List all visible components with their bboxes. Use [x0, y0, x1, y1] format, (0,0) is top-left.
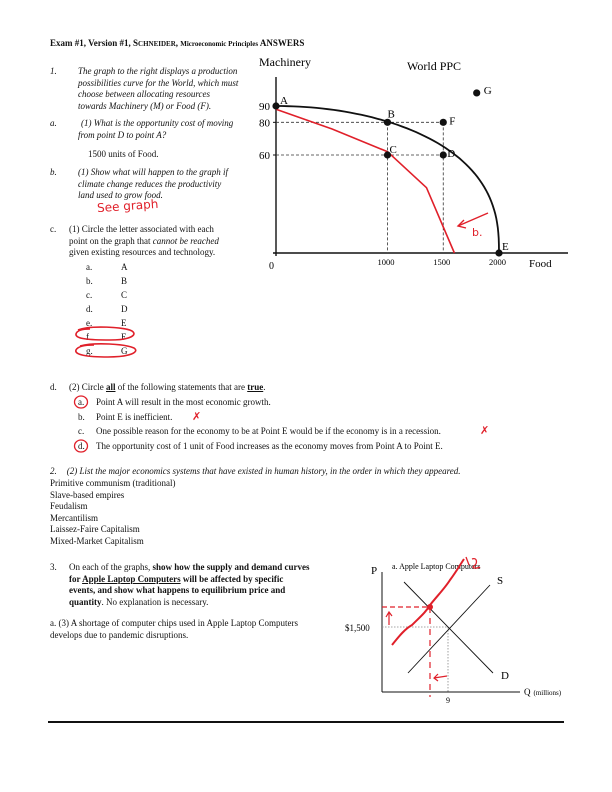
ppc-point-label-b: B [387, 108, 395, 121]
q2-number: 2. [50, 466, 57, 476]
q1-prompt-line: possibilities curve for the World, which must [78, 77, 239, 88]
q3a-line: a. (3) A shortage of computer chips used in Apple Laptop Computers [50, 618, 298, 628]
q1d-letter: d. [50, 382, 57, 392]
ppc-x-tick-2000: 2000 [489, 257, 506, 267]
statement-letter: a. [78, 397, 85, 407]
option-letter: f. [86, 332, 92, 342]
q3-product: Apple Laptop Computers [82, 573, 181, 584]
q1b-line: climate change reduces the productivity [78, 178, 222, 189]
header-course: Microeconomic Principles [180, 40, 259, 48]
demand-label: D [501, 670, 509, 682]
statement-letter: c. [78, 426, 85, 436]
statement-text: Point A will result in the most economic growth. [96, 397, 271, 407]
q3-text: . No explanation is necessary. [101, 596, 209, 607]
option-value: G [121, 346, 128, 356]
answer-item: Mercantilism [50, 512, 98, 523]
option-letter: c. [86, 290, 93, 300]
header-text: Exam #1, Version #1, S [50, 38, 139, 48]
q1d-prompt [69, 382, 265, 394]
statement-letter: d. [78, 440, 85, 451]
header-answers: ANSWERS [258, 38, 305, 48]
ppc-point-label-g: G [483, 84, 492, 97]
ppc-point-label-e: E [502, 241, 509, 253]
option-value: A [121, 262, 128, 272]
header-sep: , [175, 38, 181, 48]
price-label: $1,500 [345, 623, 370, 633]
ppc-point-label-a: A [280, 95, 288, 107]
q1d-text: (2) Circle [69, 382, 106, 392]
option-letter: b. [86, 276, 93, 286]
q1a-letter: a. [50, 118, 57, 128]
q1a-answer: 1500 units of Food. [88, 149, 159, 159]
ppc-y-tick-90: 90 [259, 101, 270, 113]
header-name: CHNEIDER [138, 40, 176, 48]
q1d-text: of the following statements that are [115, 382, 248, 392]
q3-bold: events, and show what happens to equilibrium price and [69, 585, 286, 595]
supply-label: S [497, 575, 504, 587]
q1a-prompt [78, 118, 233, 141]
circle-mark-f [76, 327, 134, 340]
handwritten-see-graph: See graph [96, 196, 159, 216]
ppc-point-g [473, 89, 480, 96]
ppc-point-f [440, 119, 447, 126]
answer-item: Feudalism [50, 501, 88, 511]
circle-mark [73, 395, 91, 410]
q3-text: On each of the graphs, [69, 562, 153, 572]
q2-prompt [50, 466, 461, 478]
q1-prompt-line: towards Machinery (M) or Food (F). [78, 100, 212, 111]
option-value: E [121, 318, 127, 328]
q1-number: 1. [50, 66, 57, 76]
q3-bold: show how the supply and demand curves [152, 562, 310, 572]
q1b-line: land used to grow food. [78, 190, 163, 200]
q1-prompt [78, 66, 278, 112]
q1d-text: . [263, 382, 266, 392]
q2-answers [50, 478, 175, 547]
ppc-axes [273, 77, 568, 256]
statement-letter: b. [78, 411, 85, 422]
bottom-divider [48, 721, 564, 723]
sd-x-axis-letter: Q [524, 687, 531, 697]
price-up-arrow-icon [386, 612, 392, 625]
option-value: F [121, 332, 127, 342]
circle-mark [73, 439, 91, 454]
answer-item: Primitive communism (traditional) [50, 478, 176, 488]
q1c-line: (1) Circle the letter associated with each [69, 224, 214, 234]
q1b-line: (1) Show what will happen to the graph if [78, 167, 228, 177]
quantity-left-arrow-icon [434, 674, 447, 681]
option-letter: e. [86, 318, 93, 328]
q1-prompt-line: The graph to the right displays a production [78, 66, 238, 76]
q1c-line: given existing resources and technology. [69, 247, 216, 257]
q1-prompt-line: choose between allocating resources [78, 89, 211, 99]
option-value: D [121, 304, 128, 314]
sd-x-axis-label [524, 687, 562, 697]
option-value: B [121, 276, 128, 286]
option-letter: g. [86, 346, 93, 356]
ppc-y-axis-label: Machinery [259, 55, 311, 69]
q1c-emphasis: cannot be reached [152, 235, 219, 246]
statement-text: The opportunity cost of 1 unit of Food increases as the economy moves from Point A to Point E. [96, 440, 443, 451]
statement-text: Point E is inefficient. [96, 411, 173, 422]
statement-text: One possible reason for the economy to be at Point E would be if the economy is in a recession. [96, 426, 441, 436]
x-mark-icon: ✗ [480, 425, 490, 437]
q1a-line: from point D to point A? [78, 129, 167, 140]
q1c-prompt [69, 224, 219, 259]
answer-item: Mixed-Market Capitalism [50, 535, 144, 546]
q3-bold: will be affected by specific [180, 573, 284, 584]
q3-prompt [69, 562, 310, 608]
q3-bold: quantity [69, 596, 102, 607]
q1c-line: point on the graph that [69, 235, 153, 246]
option-value: C [121, 290, 128, 300]
ppc-chart [250, 50, 570, 280]
q3-bold: for [69, 573, 83, 584]
handwritten-circles [70, 326, 145, 362]
ppc-point-d [440, 151, 447, 158]
q1d-all: all [105, 382, 116, 392]
answer-item: Laissez-Faire Capitalism [50, 524, 140, 534]
ppc-tick-labels [259, 101, 506, 267]
ppc-y-tick-80: 80 [259, 117, 270, 130]
sd-title: a. Apple Laptop Computers [392, 562, 481, 571]
ppc-title: World PPC [407, 59, 462, 73]
option-letter: d. [86, 304, 93, 314]
q2-text: (2) List the major economics systems that have existed in human history, in the order in which they appeared. [66, 466, 461, 476]
ppc-guides [276, 122, 443, 253]
ppc-x-tick-1500: 1500 [433, 257, 451, 267]
q1d-true: true [247, 382, 264, 392]
ppc-x-axis-label: Food [529, 258, 552, 270]
sd-chart [330, 555, 575, 715]
q3-number: 3. [50, 562, 57, 572]
ppc-y-tick-60: 60 [259, 150, 270, 162]
ppc-x-tick-1000: 1000 [377, 257, 395, 267]
shift-label: b. [472, 226, 483, 239]
ppc-point-label-d: D [447, 148, 456, 160]
ppc-point-label-c: C [389, 144, 397, 156]
ppc-shifted-curve [276, 109, 454, 253]
q1a-line: (1) What is the opportunity cost of moving [81, 118, 234, 128]
option-letter: a. [86, 262, 93, 272]
exam-header [50, 38, 304, 51]
q1c-letter: c. [50, 224, 57, 234]
quantity-label: 9 [446, 696, 450, 705]
shift-arrow-line [458, 213, 488, 226]
q3a-prompt [50, 618, 298, 641]
q1b-letter: b. [50, 167, 57, 177]
sd-y-axis-label: P [371, 565, 378, 577]
ppc-point-label-f: F [449, 115, 456, 128]
q3a-line: develops due to pandemic disruptions. [50, 629, 189, 640]
ppc-origin-label: 0 [269, 261, 274, 272]
answer-item: Slave-based empires [50, 489, 125, 500]
sd-x-axis-unit: (millions) [533, 689, 562, 697]
circle-mark-g [76, 344, 136, 357]
x-mark-icon: ✗ [192, 410, 202, 423]
